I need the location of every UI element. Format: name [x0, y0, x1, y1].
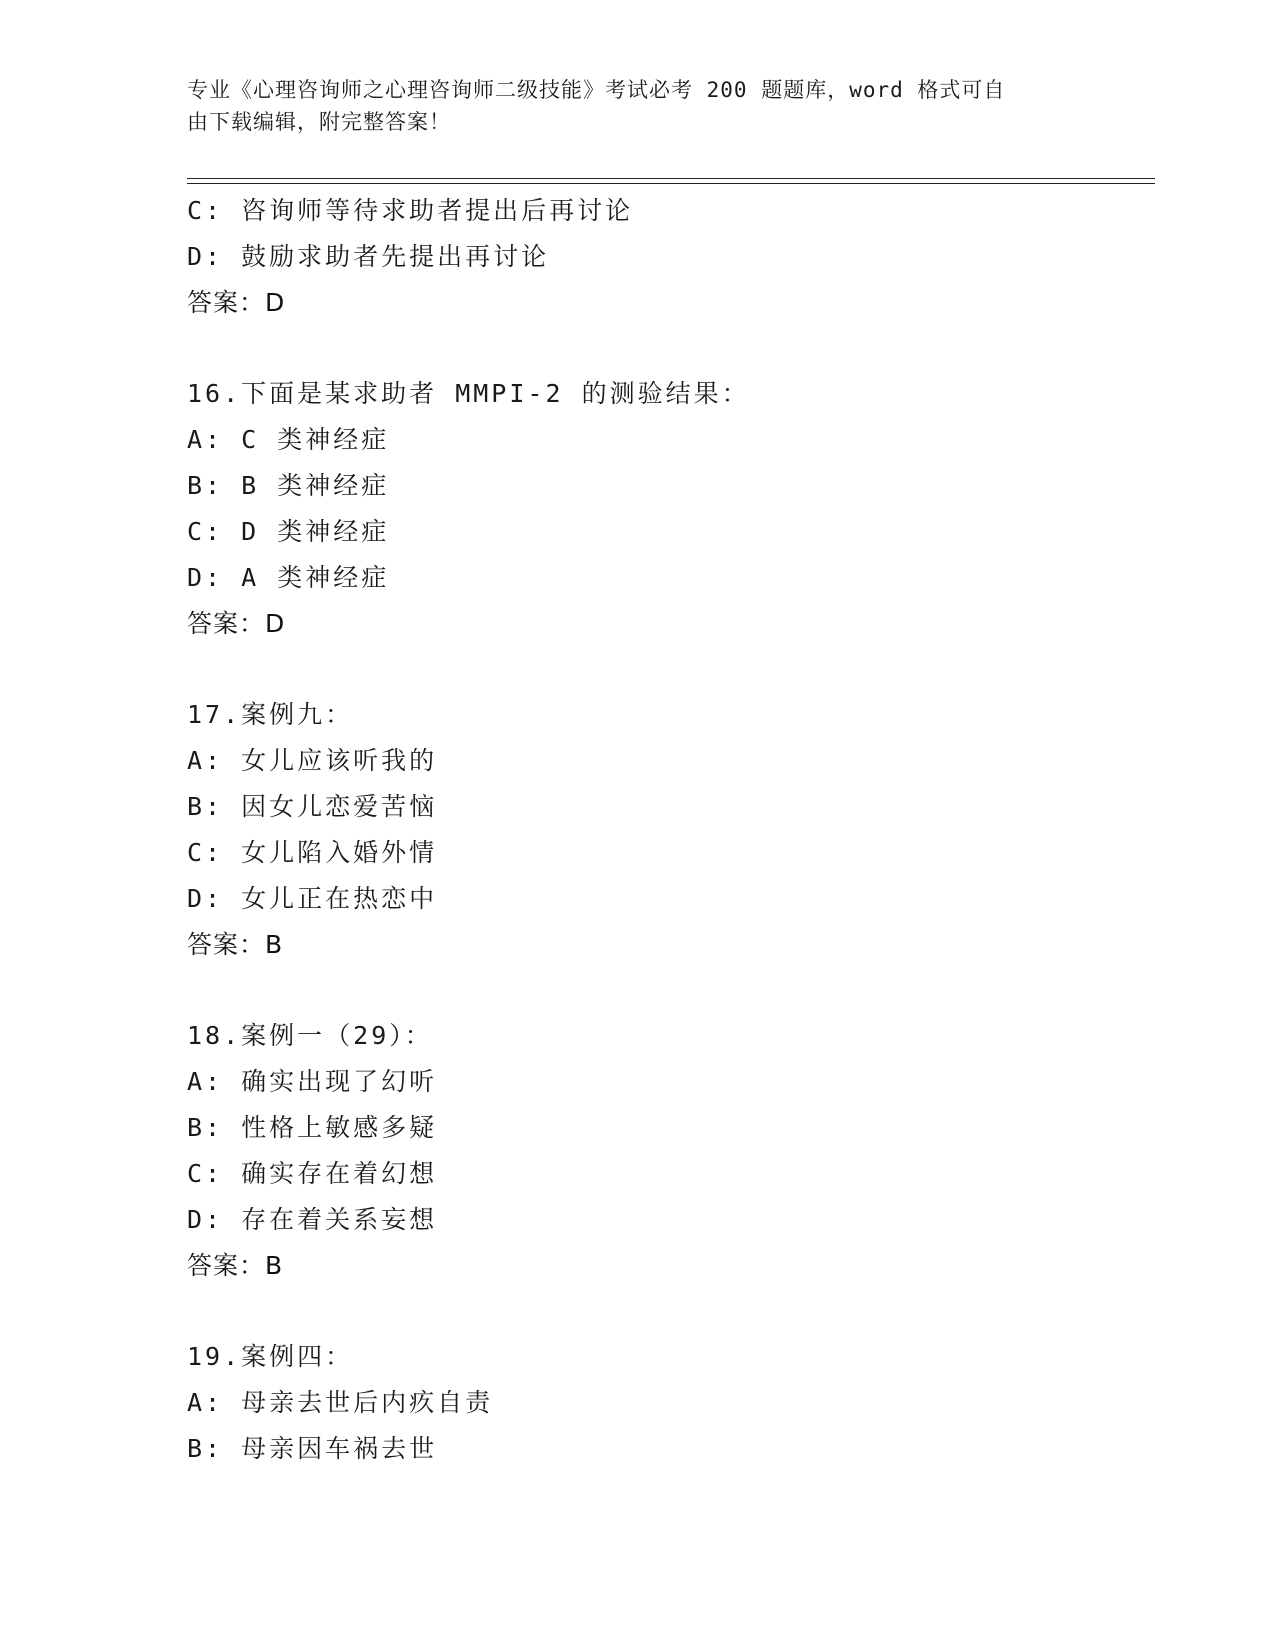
option-b: B: B 类神经症 — [187, 471, 390, 500]
option-d: D: 鼓励求助者先提出再讨论 — [187, 242, 550, 271]
option-c: C: 咨询师等待求助者提出后再讨论 — [187, 196, 634, 225]
question-stem: 17.案例九： — [187, 700, 354, 729]
option-a: A: C 类神经症 — [187, 425, 390, 454]
spacer — [187, 1289, 1147, 1334]
question-16 — [187, 371, 1147, 647]
option-d: D: A 类神经症 — [187, 563, 390, 592]
spacer — [187, 326, 1147, 371]
question-18 — [187, 1013, 1147, 1289]
question-stem: 19.案例四： — [187, 1342, 354, 1371]
option-d: D: 存在着关系妄想 — [187, 1205, 438, 1234]
question-stem: 16.下面是某求助者 MMPI-2 的测验结果： — [187, 379, 750, 408]
header-divider-top — [187, 178, 1155, 179]
question-stem: 18.案例一（29）： — [187, 1021, 433, 1050]
option-d: D: 女儿正在热恋中 — [187, 884, 438, 913]
answer-line: 答案：B — [187, 930, 284, 959]
spacer — [187, 968, 1147, 1013]
option-c: C: 女儿陷入婚外情 — [187, 838, 438, 867]
question-15-continuation — [187, 188, 1147, 326]
option-b: B: 性格上敏感多疑 — [187, 1113, 438, 1142]
option-c: C: D 类神经症 — [187, 517, 390, 546]
option-a: A: 母亲去世后内疚自责 — [187, 1388, 494, 1417]
answer-line: 答案：D — [187, 609, 286, 638]
document-header — [187, 74, 1067, 138]
option-a: A: 女儿应该听我的 — [187, 746, 438, 775]
option-b: B: 母亲因车祸去世 — [187, 1434, 438, 1463]
option-a: A: 确实出现了幻听 — [187, 1067, 438, 1096]
option-b: B: 因女儿恋爱苦恼 — [187, 792, 438, 821]
header-line-1: 专业《心理咨询师之心理咨询师二级技能》考试必考 200 题题库，word 格式可自 — [187, 78, 1006, 102]
header-divider-bottom — [187, 183, 1155, 184]
spacer — [187, 647, 1147, 692]
header-line-2: 由下载编辑，附完整答案！ — [187, 110, 451, 134]
question-17 — [187, 692, 1147, 968]
answer-line: 答案：B — [187, 1251, 284, 1280]
question-19 — [187, 1334, 1147, 1472]
option-c: C: 确实存在着幻想 — [187, 1159, 438, 1188]
answer-line: 答案：D — [187, 288, 286, 317]
question-list — [187, 188, 1147, 1472]
